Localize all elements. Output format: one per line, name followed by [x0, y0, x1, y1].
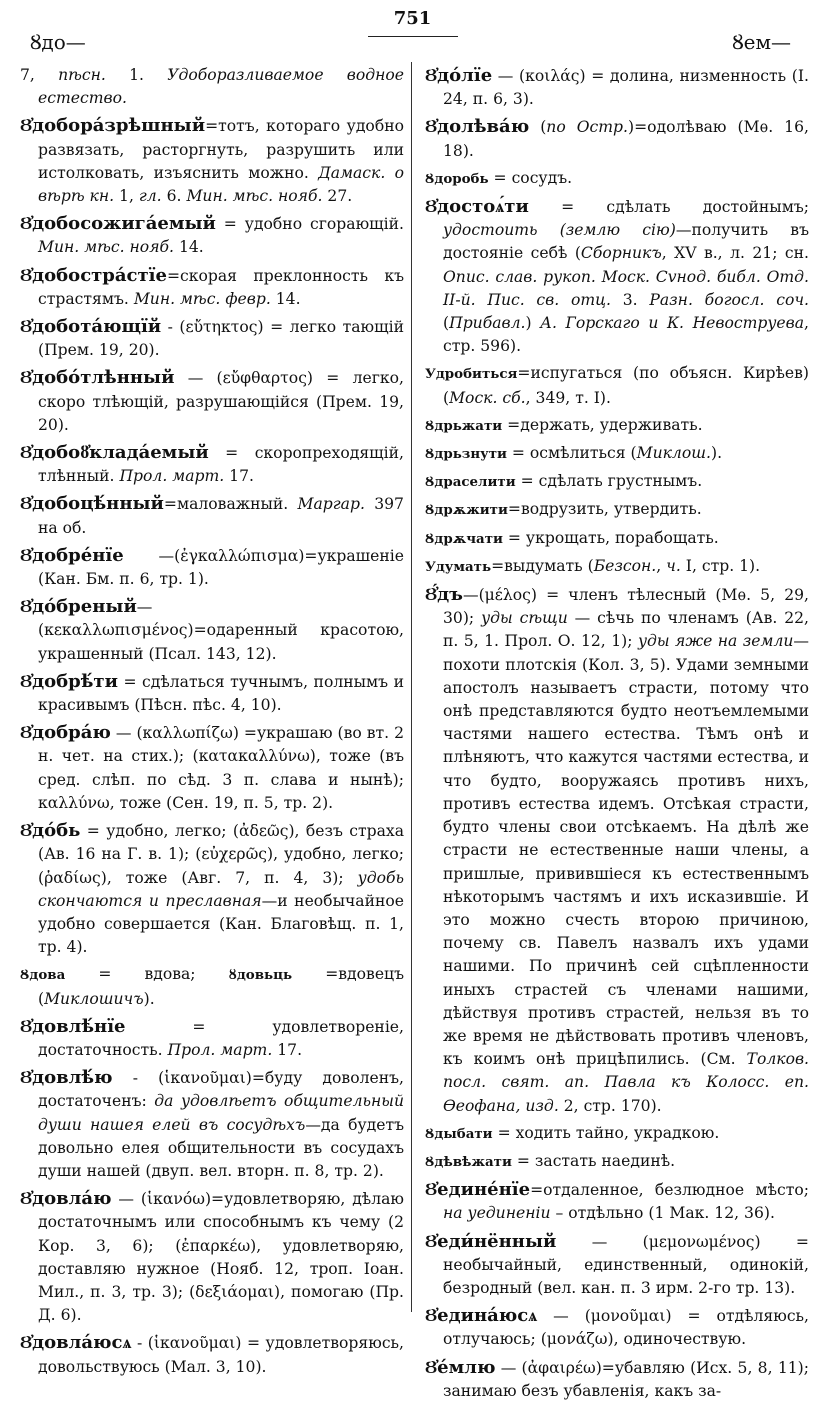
italic-text: Прол. март.	[167, 1040, 273, 1059]
italic-text: пѣсн.	[58, 66, 106, 84]
definition-text: —(κεκαλλωπισμένος)=одаренный красотою, украшенный (Псал. 143, 12).	[38, 598, 404, 663]
definition-text: —(ἐγκαλλώπισμα)=украшеніе (Кан. Бм. п. 6, тр. 1).	[38, 546, 404, 589]
italic-text: Толков. посл. свят. ап. Павла къ Колосс. еп. Ѳеофана, изд.	[443, 1050, 809, 1115]
headword: Ȣ҆довла́юсѧ	[20, 1332, 132, 1354]
definition-text: — (εὔφθαρτος) = легко, скоро тлѣющій, разрушающійся (Прем. 19, 20).	[38, 369, 404, 434]
italic-text: Прибавл.	[449, 314, 526, 333]
italic-text: Миклошичъ	[44, 989, 144, 1008]
definition-text: — сѣчь по членамъ (Ав. 22, п. 5, 1. Прол. О. 12, 1);	[443, 609, 810, 651]
headword: Ȣ҆довла́ю	[20, 1188, 112, 1210]
headword: ȣдовьць	[228, 967, 293, 984]
headword: Ȣ҆едине́нїе	[425, 1179, 531, 1201]
definition-text: — (καλλωπίζω) =украшаю (во вт. 2 н. чет. на стих.); (κατακαλλύνω), тоже (въ сред. слѣп. по сѣд. 3 п. слава и нынѣ); καλλύνω, тоже (Сен. 19, п. 5, тр. 2).	[38, 724, 404, 812]
definition-text: 1,	[114, 187, 139, 206]
definition-text: = удобно сгорающій.	[215, 215, 404, 234]
definition-text: I, стр. 1).	[680, 556, 761, 575]
header-rule	[368, 36, 458, 37]
headword: Ȣ҆добо́тлѣнный	[20, 367, 175, 389]
dictionary-entry	[20, 366, 404, 437]
dictionary-entry	[425, 555, 809, 579]
definition-text: =отдаленное, безлюдное мѣсто;	[530, 1181, 809, 1200]
definition-text: = сдѣлаться тучнымъ, полнымъ и красивымъ (Пѣсн. пѣс. 4, 10).	[38, 672, 404, 715]
definition-text: = удовлетвореніе, достаточность.	[38, 1017, 404, 1059]
dictionary-entry	[20, 670, 404, 717]
definition-text: 3.	[610, 290, 650, 309]
dictionary-entry	[20, 114, 404, 208]
dictionary-entry	[425, 167, 809, 191]
headword: Ȣ҆добре́нїе	[20, 544, 124, 566]
headword: Ȣ҆едина́юсѧ	[425, 1305, 538, 1327]
definition-text: )	[525, 314, 541, 333]
dictionary-entry	[425, 470, 809, 494]
italic-text: удобь скончаются и преславная	[38, 868, 404, 910]
headword: Ȣ҆достоѧ́ти	[425, 196, 529, 218]
definition-text: = вдова;	[65, 965, 229, 984]
headword: Ȣ҆добоȣ҆клада́емый	[20, 442, 209, 464]
definition-text: , стр. 596).	[443, 314, 809, 356]
definition-text: 1.	[105, 66, 168, 84]
dictionary-entry	[20, 315, 404, 362]
dictionary-entry	[425, 527, 809, 551]
definition-text: )=одолѣваю (Мѳ. 16, 18).	[443, 118, 809, 160]
dictionary-entry	[20, 544, 404, 591]
dictionary-entry	[20, 721, 404, 815]
dictionary-entry	[425, 195, 809, 358]
dictionary-entry	[425, 1230, 809, 1301]
definition-text: 14.	[270, 289, 301, 308]
definition-text: —похоти плотскія (Кол. 3, 5). Удами земными апостолъ называетъ страсти, потому что онѣ представляются будто неотъемлемыми частями нашего естества. Тѣмъ онѣ и плѣняютъ, что кажутся частями естества, и что будто, вооружаясь противъ нихъ, противъ естества идемъ. Отсѣкая страсти, будто члены свои отсѣкаемъ. На дѣлѣ же страсти не естественные наши члены, а пришлые, привившіеся къ естественнымъ нѣкоторымъ частямъ и ихъ исказившіе. И это можно счесть второю причиною, почему св. Павелъ назвалъ ихъ удами нашими. По причинѣ сей сцѣпленности иныхъ страстей съ членами нашими, дѣйствуя противъ страстей, нельзя въ то же время не дѣйствовать противъ членовъ, къ коимъ онѣ прицѣпились. (См.	[443, 632, 810, 1069]
italic-text: Дамаск. о вѣрѣ кн.	[38, 163, 404, 206]
definition-text: ,	[656, 556, 667, 575]
right-column	[425, 64, 809, 1407]
headword: Ȣ҆́дъ	[425, 584, 463, 606]
headword: Ȣ҆е́млю	[425, 1356, 496, 1378]
definition-text: = застать наединѣ.	[511, 1151, 676, 1170]
definition-text: =тотъ, котораго удобно развязать, расторгнуть, разрушить или истолковать, изъяснить можно.	[38, 117, 404, 182]
headword: Ȣ҆добосожига́емый	[20, 213, 216, 235]
definition-text: =держать, удерживать.	[502, 415, 703, 434]
dictionary-entry	[20, 441, 404, 488]
definition-text: 6.	[161, 187, 187, 206]
column-divider	[411, 62, 412, 1312]
italic-text: Безсон.	[593, 556, 657, 575]
definition-text: (	[529, 118, 547, 137]
italic-text: Прол. март.	[119, 467, 225, 486]
definition-text: — (μονοῦμαι) = отдѣляюсь, отлучаюсь; (μονάζω), одиночествую.	[443, 1307, 809, 1349]
definition-text: =выдумать (	[491, 556, 594, 575]
definition-text: 17.	[272, 1040, 303, 1059]
italic-text: уды яже на земли	[637, 632, 794, 651]
headword: Ȣ҆довлѣ́ю	[20, 1067, 113, 1089]
italic-text: да удовлѣетъ общительный души нашея елей въ сосудѣхъ	[38, 1092, 405, 1134]
definition-text: = сдѣлать достойнымъ;	[528, 198, 809, 217]
definition-text: — (μεμονωμένος) = необычайный, единственный, одинокій, безродный (вел. кан. п. 3 ирм. 2-го тр. 13).	[443, 1232, 809, 1297]
headword: Ȣ҆еди́нённый	[425, 1230, 557, 1252]
italic-text: Мин. мѣс. нояб.	[38, 238, 174, 257]
definition-text: = сосудъ.	[488, 168, 573, 187]
headword: Ȣ҆добота́ющїй	[20, 316, 162, 338]
definition-text: = ходить тайно, украдкою.	[492, 1123, 720, 1142]
definition-text: 7,	[20, 66, 59, 84]
dictionary-entry	[425, 1122, 809, 1146]
dictionary-entry	[20, 264, 404, 311]
italic-text: удостоить (землю сію)	[443, 221, 676, 240]
definition-text: =маловажный.	[163, 495, 298, 514]
dictionary-entry	[425, 442, 809, 466]
dictionary-entry	[425, 414, 809, 438]
definition-text: , 349, т. I).	[525, 388, 611, 407]
left-column	[20, 64, 404, 1383]
right-guide-word: Ȣем—	[732, 30, 791, 54]
definition-text: =вдовецъ (	[38, 965, 404, 1008]
headword: Ȣ҆до́бреный	[20, 596, 137, 618]
headword: Ȣ҆добостра́стїе	[20, 264, 167, 286]
italic-text: Мин. мѣс. нояб.	[186, 187, 323, 206]
definition-text: =скорая преклонность къ страстямъ.	[38, 266, 404, 308]
dictionary-entry	[425, 64, 809, 111]
definition-text: 17.	[224, 467, 254, 486]
headword: Ȣдова	[20, 967, 66, 984]
italic-text: Разн. богосл. соч.	[649, 290, 810, 309]
headword: Ȣдраселити	[425, 474, 516, 491]
dictionary-entry	[425, 115, 809, 162]
dictionary-entry	[20, 64, 404, 110]
italic-text: уды сѣщи	[481, 609, 568, 628]
page-header	[0, 0, 825, 62]
italic-text: Сборникъ	[580, 244, 662, 263]
definition-text: —получить въ достояніе себѣ (	[443, 221, 809, 263]
dictionary-entry	[425, 1178, 809, 1225]
dictionary-entry	[425, 583, 809, 1118]
definition-text: —(μέλος) = членъ тѣлесный (Мѳ. 5, 29, 30);	[443, 586, 809, 628]
definition-text: — (κοιλάς) = долина, низменность (І. 24, п. 6, 3).	[443, 67, 809, 109]
definition-text: ).	[143, 989, 155, 1008]
definition-text: 14.	[174, 238, 204, 257]
definition-text: — (ἀφαιρέω)=убавляю (Исх. 5, 8, 11); занимаю безъ убавленія, какъ за-	[443, 1358, 809, 1400]
dictionary-entry	[20, 212, 404, 259]
definition-text: —да будетъ довольно елея общительности въ сосудахъ души нашей (двуп. вел. вторн. п. 8, тр. 2).	[38, 1115, 405, 1180]
definition-text: —и необычайное удобно совершается (Кан. Благовѣщ. п. 1, тр. 4).	[38, 891, 404, 957]
definition-text: 397 на об.	[38, 495, 404, 537]
definition-text: - (ἱκανοῦμαι)=буду доволенъ, достаточенъ:	[38, 1069, 404, 1111]
left-guide-word: Ȣдо—	[30, 30, 86, 54]
definition-text: = осмѣлиться (	[506, 444, 637, 463]
italic-text: А. Горскаго и К. Невоструева	[540, 314, 805, 333]
headword: Ȣдоробь	[425, 170, 489, 187]
dictionary-entry	[425, 1150, 809, 1174]
headword: Ȣ҆довлѣ́нїе	[20, 1015, 126, 1037]
definition-text: — (ἱκανόω)=удовлетворяю, дѣлаю достаточнымъ или способнымъ къ чему (2 Кор. 3, 6); (ἐπαρκέω), удовлетворяю, доставляю нужное (Нояб. 12, троп. Іоан. Мил., п. 3, тр. 3); (δεξιάομαι), помогаю (Пр. Д. 6).	[38, 1190, 404, 1325]
definition-text: = скоропреходящій, тлѣнный.	[38, 444, 404, 486]
dictionary-entry	[425, 362, 809, 409]
headword: Ȣ҆до́бь	[20, 820, 81, 842]
headword: Ȣ҆добра́ю	[20, 722, 111, 744]
dictionary-entry	[20, 1066, 404, 1183]
definition-text: =водрузить, утвердить.	[507, 500, 702, 519]
definition-text: 27.	[322, 187, 353, 206]
definition-text: = укрощать, порабощать.	[502, 528, 719, 547]
dictionary-entry	[20, 595, 404, 666]
headword: Ȣ҆до́лїе	[425, 65, 493, 86]
definition-text: = удобно, легко; (ἀδεῶς), безъ страха (Ав. 16 на Г. в. 1); (εὐχερῶς), удобно, легко; (ῥαδίως), тоже (Авг. 7, п. 4, 3);	[38, 822, 404, 887]
italic-text: по Остр.	[546, 118, 628, 137]
dictionary-entry	[20, 1331, 404, 1378]
italic-text: Опис. слав. рукоп. Моск. Сvнод. библ. Отд. II-й. Пис. св. отц.	[443, 267, 809, 309]
dictionary-entry	[20, 492, 404, 539]
italic-text: Мин. мѣс. февр.	[133, 289, 271, 308]
definition-text: (	[443, 314, 450, 333]
italic-text: Удоборазливаемое водное естество.	[38, 66, 405, 108]
headword: Ȣ҆долѣва́ю	[425, 116, 530, 138]
definition-text: = сдѣлать грустнымъ.	[515, 472, 703, 491]
definition-text: 2, стр. 170).	[558, 1096, 662, 1115]
headword: Ȣдѣвѣжати	[425, 1153, 512, 1170]
headword: Ȣ҆добрѣ́ти	[20, 670, 118, 692]
dictionary-entry	[425, 1304, 809, 1351]
italic-text: ч.	[666, 556, 681, 575]
definition-text: ).	[710, 444, 723, 463]
page-number: 751	[393, 8, 432, 29]
italic-text: Моск. сб.	[449, 388, 526, 407]
dictionary-entry	[20, 819, 404, 959]
dictionary-entry	[425, 498, 809, 522]
definition-text: , XV в., л. 21; сн.	[661, 244, 809, 263]
headword: Удробиться	[425, 366, 518, 383]
headword: Удумать	[425, 558, 492, 575]
definition-text: - (ἱκανοῦμαι) = удовлетворяюсь, довольствуюсь (Мал. 3, 10).	[38, 1334, 404, 1376]
italic-text: на уединеніи	[443, 1204, 551, 1223]
definition-text: – отдѣльно (1 Мак. 12, 36).	[550, 1204, 775, 1223]
definition-text: - (εὔτηκτος) = легко тающій (Прем. 19, 20).	[38, 318, 404, 360]
headword: Ȣдрѫчати	[425, 530, 503, 547]
dictionary-entry	[20, 1187, 404, 1327]
italic-text: гл.	[138, 187, 162, 206]
italic-text: Маргар.	[297, 495, 365, 514]
headword: Ȣдыбати	[425, 1125, 493, 1142]
headword: Ȣ҆добоцѣ́нный	[20, 493, 164, 515]
dictionary-entry	[425, 1356, 809, 1403]
italic-text: Миклош.	[636, 444, 711, 463]
headword: Ȣ҆добора́зрѣшный	[20, 115, 206, 137]
headword: Ȣдрьзнути	[425, 446, 507, 463]
dictionary-entry	[20, 1015, 404, 1062]
definition-text: =испугаться (по объясн. Кирѣев) (	[443, 364, 809, 407]
dictionary-entry	[20, 963, 404, 1010]
headword: Ȣдрѫжити	[425, 502, 508, 519]
headword: Ȣдрьжати	[425, 417, 503, 434]
